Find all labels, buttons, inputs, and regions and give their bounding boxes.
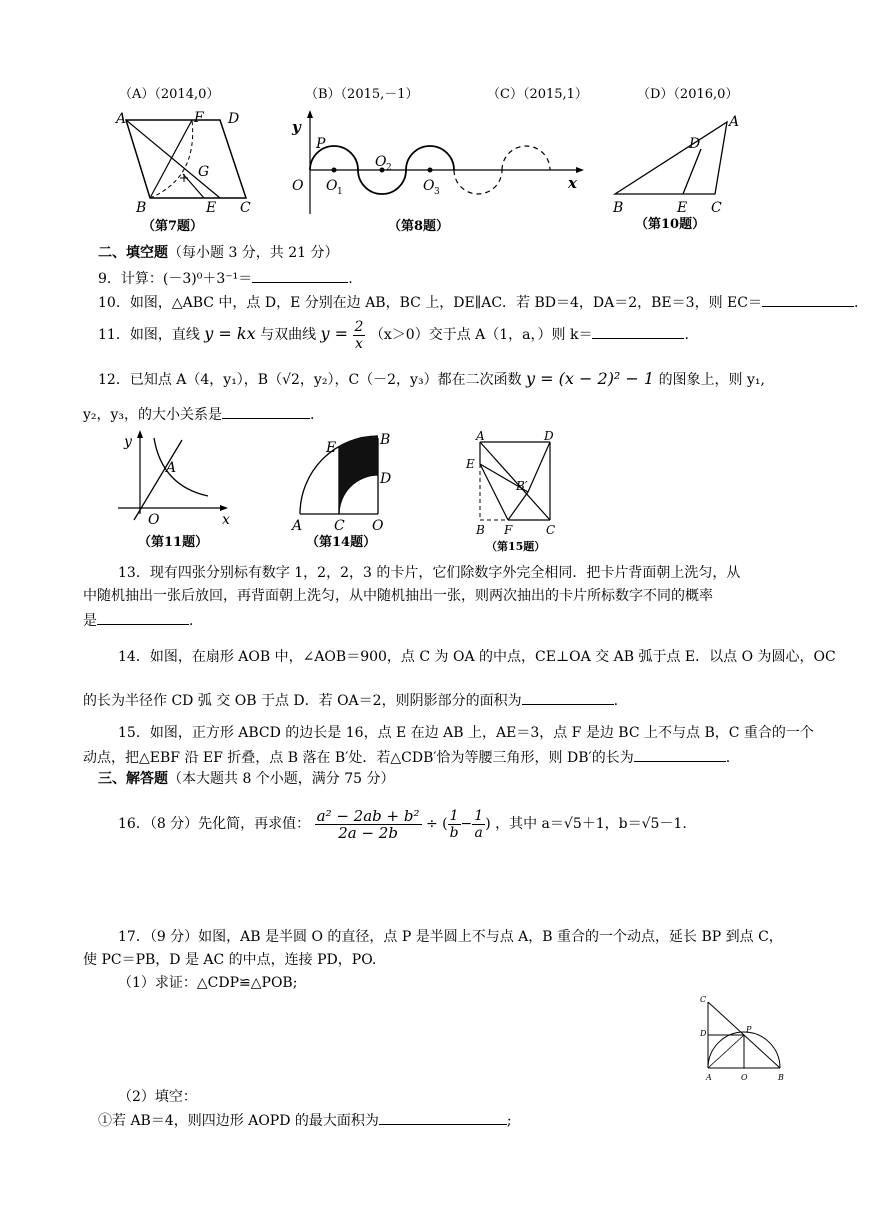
fig15-caption: （第15题） [486, 540, 546, 553]
fig11-label-x: x [222, 512, 230, 528]
q16-pre: 16．（8 分）先化简，再求值： [118, 816, 311, 832]
q16-frac-1a [472, 808, 485, 841]
q16-f2-num: 1 [474, 807, 484, 824]
figure-17 [694, 990, 794, 1086]
fig8-label-o: O [292, 178, 304, 194]
q17-answer-blank[interactable] [379, 1110, 507, 1125]
fig15-label-a: A [476, 430, 485, 443]
question-11 [98, 314, 689, 354]
question-14-line-2 [83, 690, 618, 710]
fig8-caption: （第8题） [388, 219, 450, 234]
fig17-label-o: O [741, 1073, 748, 1082]
fig8-label-y: y [292, 118, 301, 136]
question-17-line-1: 17．（9 分）如图，AB 是半圆 O 的直径，点 P 是半圆上不与点 A，B 重合的一个动点，延长 BP 到点 C， [118, 929, 783, 945]
section-2-title: 二、填空题 [98, 245, 168, 261]
q16-denominator: 2a − 2b [338, 823, 398, 842]
fig14-label-c: C [334, 518, 345, 534]
question-17-line-2: 使 PC＝PB，D 是 AC 的中点，连接 PD，PO. [83, 952, 377, 968]
fig11-label-a: A [166, 460, 177, 476]
fig7-label-g: G [198, 164, 210, 180]
question-13-line-3 [83, 610, 193, 630]
q7-option-d: （D）（2016,0） [637, 87, 739, 102]
fig15-label-f: F [504, 523, 513, 537]
question-12-line-1 [98, 370, 765, 389]
q17-sub1-end: ; [506, 1113, 512, 1129]
fig7-caption: （第7题） [142, 219, 204, 234]
question-17-sub-1 [98, 1110, 512, 1130]
q14-line2: 的长为半径作 CD 弧 交 OB 于点 D．若 OA＝2，则阴影部分的面积为 [83, 693, 522, 709]
section-2-note: （每小题 3 分，共 21 分） [168, 245, 339, 261]
q16-condition: ，其中 a＝√5＋1，b＝√5－1. [495, 816, 687, 832]
fig11-label-y: y [124, 434, 132, 450]
q7-option-a: （A）（2014,0） [119, 87, 220, 102]
fig7-label-c: C [240, 200, 251, 216]
fig10-label-b: B [613, 200, 624, 216]
fig7-label-b: B [136, 200, 147, 216]
q15-line2: 动点，把△EBF 沿 EF 折叠，点 B 落在 B′处．若△CDB′恰为等腰三角形，则 DB′的长为 [83, 750, 634, 766]
q12-post: 的图象上，则 y₁, [658, 372, 765, 388]
question-16 [118, 804, 687, 844]
fig10-caption: （第10题） [635, 217, 706, 232]
fig7-label-f: F [194, 110, 204, 126]
q11-condition: （x＞0）交于点 A（1，a，）则 k＝ [369, 327, 593, 343]
fig8-label-o2: O [375, 154, 387, 170]
q12-answer-blank[interactable] [222, 404, 310, 419]
fig15-label-b: B [476, 523, 485, 537]
q14-answer-blank[interactable] [522, 690, 614, 705]
figure-8 [280, 110, 595, 236]
fig10-label-d: D [689, 136, 701, 152]
fig15-label-e: E [466, 457, 475, 471]
question-17-part-1: （1）求证：△CDP≌△POB; [118, 975, 298, 991]
fig8-label-o3: O [423, 178, 435, 194]
q9-answer-blank[interactable] [252, 268, 348, 283]
fig14-label-b: B [380, 432, 391, 448]
fig17-label-d: D [700, 1029, 707, 1038]
q12-function: y = (x − 2)² − 1 [526, 369, 655, 388]
fig8-label-o1-sub: 1 [337, 187, 343, 197]
q13-end: . [189, 613, 194, 629]
fig8-label-o3-sub: 3 [434, 187, 440, 197]
fig7-label-d: D [228, 111, 240, 127]
q13-line3: 是 [83, 613, 97, 629]
fig7-label-a: A [116, 111, 127, 127]
q12-end: . [310, 407, 315, 423]
q16-f1-num: 1 [449, 807, 459, 824]
fig8-label-p: P [316, 136, 326, 152]
question-17-part-2: （2）填空： [118, 1089, 197, 1105]
fig15-label-b-prime: B′ [516, 479, 528, 493]
q16-frac-1b [448, 808, 461, 841]
question-9 [98, 268, 353, 288]
section-3-note: （本大题共 8 个小题，满分 75 分） [168, 771, 395, 787]
q11-frac-num: 2 [354, 318, 364, 335]
q11-frac-den: x [355, 335, 363, 352]
fig17-label-c: C [700, 995, 707, 1004]
fig8-label-o1: O [326, 178, 338, 194]
question-15-line-2 [83, 747, 730, 767]
q14-end: . [613, 693, 619, 709]
question-9-text: 9．计算：(－3)⁰＋3⁻¹＝ [98, 271, 253, 287]
question-14-line-1: 14．如图，在扇形 AOB 中，∠AOB＝900，点 C 为 OA 的中点，CE⊥OA 交 AB 弧于点 E．以点 O 为圆心，OC [118, 649, 836, 665]
fig8-label-x: x [568, 174, 577, 192]
fig11-label-o: O [148, 512, 160, 528]
q16-div: ÷ ( [425, 816, 448, 832]
q11-answer-blank[interactable] [592, 324, 684, 339]
q13-answer-blank[interactable] [97, 610, 189, 625]
fig10-label-c: C [711, 200, 722, 216]
q7-option-c: （C）（2015,1） [487, 87, 588, 102]
fig10-label-a: A [729, 114, 740, 130]
section-3-title: 三、解答题 [98, 771, 168, 787]
q11-fraction [353, 319, 366, 352]
question-12-line-2 [83, 404, 315, 424]
q10-end: . [853, 295, 859, 311]
q16-f2-den: a [474, 824, 483, 841]
q11-line-eq: y = kx [204, 324, 256, 343]
question-10 [98, 292, 858, 312]
q11-mid: 与双曲线 [260, 327, 317, 343]
fig10-label-e: E [677, 200, 688, 216]
question-10-text: 10．如图，△ABC 中，点 D，E 分别在边 AB，BC 上，DE∥AC．若 BD＝4，DA＝2，BE＝3，则 EC＝ [98, 295, 762, 311]
q16-minus: − [460, 816, 473, 832]
q12-line2: y₂，y₃，的大小关系是 [83, 407, 223, 423]
question-13-line-2: 中随机抽出一张后放回，再背面朝上洗匀，从中随机抽出一张，则两次抽出的卡片所标数字不同的概率 [83, 588, 713, 604]
figure-7 [110, 108, 270, 236]
figure-15 [458, 430, 568, 556]
q7-option-b: （B）（2015,－1） [305, 87, 419, 102]
fig11-caption: （第11题） [138, 535, 209, 550]
question-13-line-1: 13．现有四张分别标有数字 1，2，2，3 的卡片，它们除数字外完全相同．把卡片背面朝上洗匀，从 [118, 565, 741, 581]
fig15-label-d: D [544, 430, 554, 443]
fig14-caption: （第14题） [306, 535, 377, 550]
q9-end: . [348, 271, 353, 287]
fig14-label-d: D [380, 471, 392, 487]
q11-hyp-lhs: y = [320, 324, 349, 343]
q10-answer-blank[interactable] [762, 292, 854, 307]
section-3-heading [98, 770, 395, 788]
section-2-heading [98, 244, 339, 262]
fig17-label-p: P [746, 1025, 752, 1034]
fig14-label-o: O [372, 518, 384, 534]
fig17-label-a: A [706, 1073, 712, 1082]
q15-end: . [725, 750, 731, 766]
q16-f1-den: b [449, 824, 459, 841]
fig14-label-e: E [326, 440, 337, 456]
question-15-line-1: 15．如图，正方形 ABCD 的边长是 16，点 E 在边 AB 上，AE＝3，点 F 是边 BC 上不与点 B，C 重合的一个 [118, 725, 814, 741]
fig15-label-c: C [546, 523, 556, 537]
q16-main-fraction [315, 808, 422, 841]
q11-pre: 11．如图，直线 [98, 327, 200, 343]
q15-answer-blank[interactable] [634, 747, 726, 762]
fig8-label-o2-sub: 2 [386, 163, 392, 173]
figure-11 [110, 428, 240, 554]
fig7-label-e: E [206, 200, 217, 216]
fig17-label-b: B [778, 1073, 784, 1082]
q12-pre: 12．已知点 A（4，y₁），B（√2，y₂），C（－2，y₃）都在二次函数 [98, 372, 522, 388]
figure-10 [605, 110, 750, 236]
fig14-label-a: A [292, 518, 303, 534]
q16-close: ) [485, 816, 491, 832]
q17-sub1: ①若 AB＝4，则四边形 AOPD 的最大面积为 [98, 1113, 379, 1129]
q16-numerator: a² − 2ab + b² [316, 806, 420, 825]
q11-end: . [684, 327, 689, 343]
figure-14 [288, 428, 398, 554]
